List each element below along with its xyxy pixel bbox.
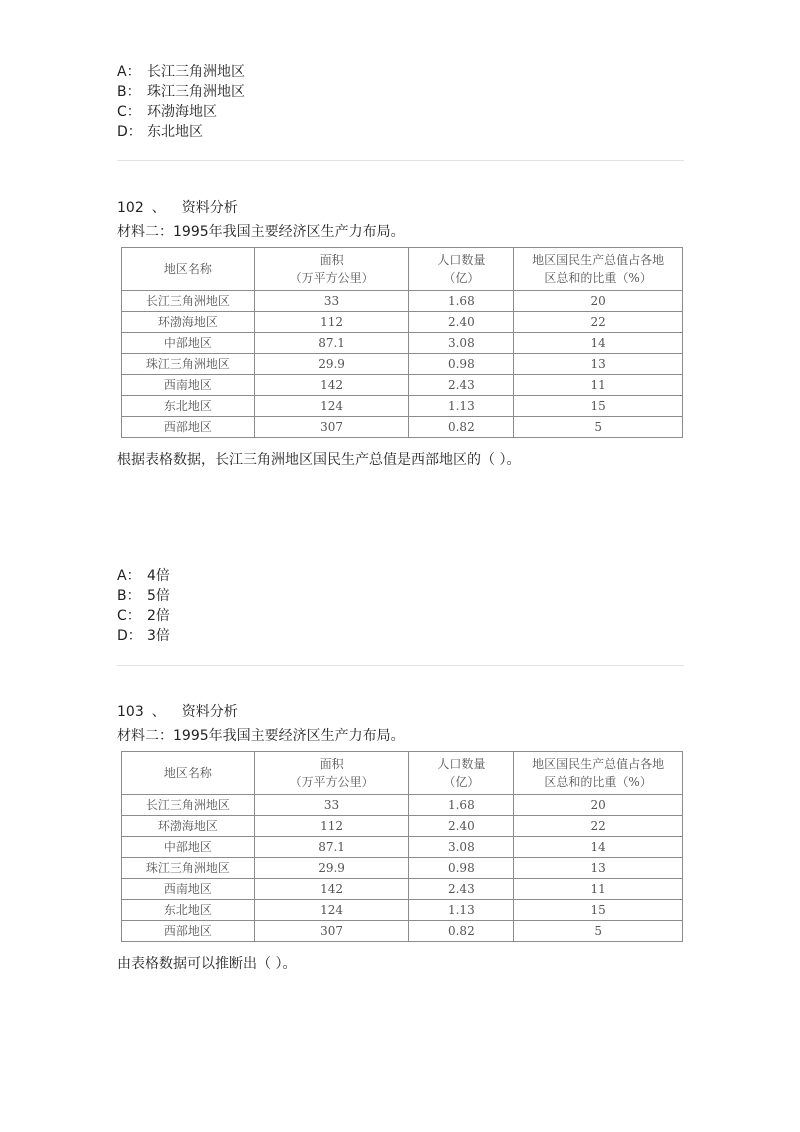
table-header-row [122, 248, 683, 291]
question-header [117, 198, 238, 218]
table-row [122, 291, 683, 312]
table-header-cell [254, 248, 409, 291]
table-cell: 142 [254, 375, 409, 396]
table-cell: 西部地区 [122, 921, 255, 942]
table-row [122, 312, 683, 333]
header-line: （万平方公里） [289, 271, 374, 285]
table-header-row [122, 752, 683, 795]
header-line: 区总和的比重（%） [544, 775, 652, 789]
option-letter: B： [117, 588, 141, 604]
table-cell: 中部地区 [122, 333, 255, 354]
table-cell: 西部地区 [122, 417, 255, 438]
table-cell: 112 [254, 312, 409, 333]
table-cell: 西南地区 [122, 879, 255, 900]
data-table [121, 247, 683, 438]
table-header-cell [254, 752, 409, 795]
question-divider [117, 665, 684, 666]
table-cell: 5 [514, 417, 683, 438]
option-b[interactable] [117, 586, 170, 606]
table-cell: 307 [254, 417, 409, 438]
table-cell: 0.98 [409, 354, 514, 375]
option-a[interactable] [117, 62, 245, 82]
table-cell: 珠江三角洲地区 [122, 354, 255, 375]
table-cell: 22 [514, 312, 683, 333]
option-text: 2倍 [147, 608, 170, 624]
option-d[interactable] [117, 122, 203, 142]
table-cell: 11 [514, 375, 683, 396]
table-row [122, 816, 683, 837]
table-cell: 20 [514, 291, 683, 312]
data-table [121, 751, 683, 942]
table-cell: 33 [254, 291, 409, 312]
table-cell: 2.40 [409, 312, 514, 333]
table-row [122, 921, 683, 942]
table-header-cell [122, 752, 255, 795]
question-number: 102 [117, 200, 144, 216]
table-row [122, 354, 683, 375]
option-letter: A： [117, 64, 141, 80]
table-cell: 112 [254, 816, 409, 837]
table-cell: 2.43 [409, 375, 514, 396]
material-caption: 材料二：1995年我国主要经济区生产力布局。 [117, 224, 405, 240]
question-separator: 、 [151, 200, 166, 216]
table-cell: 87.1 [254, 333, 409, 354]
table-cell: 124 [254, 900, 409, 921]
table-cell: 29.9 [254, 354, 409, 375]
table-cell: 142 [254, 879, 409, 900]
header-line: （亿） [443, 775, 480, 789]
option-text: 长江三角洲地区 [147, 64, 245, 80]
header-line: 人口数量 [437, 253, 486, 267]
question-header [117, 702, 238, 722]
table-cell: 13 [514, 858, 683, 879]
table-row [122, 858, 683, 879]
header-line: （万平方公里） [289, 775, 374, 789]
option-text: 环渤海地区 [147, 104, 217, 120]
option-letter: D： [117, 124, 142, 140]
table-cell: 1.68 [409, 795, 514, 816]
table-cell: 1.13 [409, 900, 514, 921]
table-row [122, 879, 683, 900]
table-cell: 14 [514, 837, 683, 858]
table-cell: 1.68 [409, 291, 514, 312]
table-header-cell [514, 752, 683, 795]
table-cell: 0.82 [409, 417, 514, 438]
table-cell: 环渤海地区 [122, 312, 255, 333]
table-cell: 中部地区 [122, 837, 255, 858]
table-cell: 长江三角洲地区 [122, 795, 255, 816]
table-cell: 长江三角洲地区 [122, 291, 255, 312]
table-cell: 15 [514, 900, 683, 921]
question-text: 由表格数据可以推断出（ ）。 [117, 956, 297, 972]
table-row [122, 795, 683, 816]
table-cell: 33 [254, 795, 409, 816]
table-cell: 87.1 [254, 837, 409, 858]
table-cell: 20 [514, 795, 683, 816]
option-letter: B： [117, 84, 141, 100]
header-line: 区总和的比重（%） [544, 271, 652, 285]
table-cell: 29.9 [254, 858, 409, 879]
table-header-cell [409, 248, 514, 291]
option-letter: C： [117, 104, 141, 120]
table-row [122, 900, 683, 921]
table-cell: 13 [514, 354, 683, 375]
table-header-cell [409, 752, 514, 795]
option-letter: D： [117, 628, 142, 644]
table-cell: 珠江三角洲地区 [122, 858, 255, 879]
option-b[interactable] [117, 82, 245, 102]
table-cell: 22 [514, 816, 683, 837]
table-cell: 0.98 [409, 858, 514, 879]
table-cell: 东北地区 [122, 900, 255, 921]
question-divider [117, 160, 684, 161]
header-line: 地区国民生产总值占各地 [532, 253, 665, 267]
table-header-cell [514, 248, 683, 291]
header-line: 人口数量 [437, 757, 486, 771]
option-letter: C： [117, 608, 141, 624]
option-letter: A： [117, 568, 141, 584]
table-cell: 11 [514, 879, 683, 900]
option-text: 4倍 [147, 568, 170, 584]
table-row [122, 417, 683, 438]
table-cell: 环渤海地区 [122, 816, 255, 837]
table-cell: 15 [514, 396, 683, 417]
table-cell: 307 [254, 921, 409, 942]
header-line: 面积 [319, 253, 344, 267]
table-cell: 1.13 [409, 396, 514, 417]
table-cell: 3.08 [409, 333, 514, 354]
option-text: 5倍 [147, 588, 170, 604]
question-number: 103 [117, 704, 144, 720]
header-line: 地区国民生产总值占各地 [532, 757, 665, 771]
table-cell: 东北地区 [122, 396, 255, 417]
table-cell: 3.08 [409, 837, 514, 858]
header-line: （亿） [443, 271, 480, 285]
option-text: 3倍 [147, 628, 170, 644]
question-type: 资料分析 [181, 200, 238, 216]
question-text: 根据表格数据，长江三角洲地区国民生产总值是西部地区的（ ）。 [117, 452, 521, 468]
option-c[interactable] [117, 606, 170, 626]
table-cell: 14 [514, 333, 683, 354]
header-line: 面积 [319, 757, 344, 771]
material-caption: 材料二：1995年我国主要经济区生产力布局。 [117, 728, 405, 744]
table-cell: 124 [254, 396, 409, 417]
question-separator: 、 [151, 704, 166, 720]
table-row [122, 375, 683, 396]
table-cell: 5 [514, 921, 683, 942]
table-cell: 2.40 [409, 816, 514, 837]
option-text: 东北地区 [147, 124, 203, 140]
header-line: 地区名称 [163, 262, 212, 276]
table-row [122, 333, 683, 354]
option-a[interactable] [117, 566, 170, 586]
option-d[interactable] [117, 626, 170, 646]
table-row [122, 396, 683, 417]
table-cell: 2.43 [409, 879, 514, 900]
table-header-cell [122, 248, 255, 291]
option-text: 珠江三角洲地区 [147, 84, 245, 100]
table-row [122, 837, 683, 858]
header-line: 地区名称 [163, 766, 212, 780]
table-cell: 0.82 [409, 921, 514, 942]
option-c[interactable] [117, 102, 217, 122]
question-type: 资料分析 [181, 704, 238, 720]
table-cell: 西南地区 [122, 375, 255, 396]
